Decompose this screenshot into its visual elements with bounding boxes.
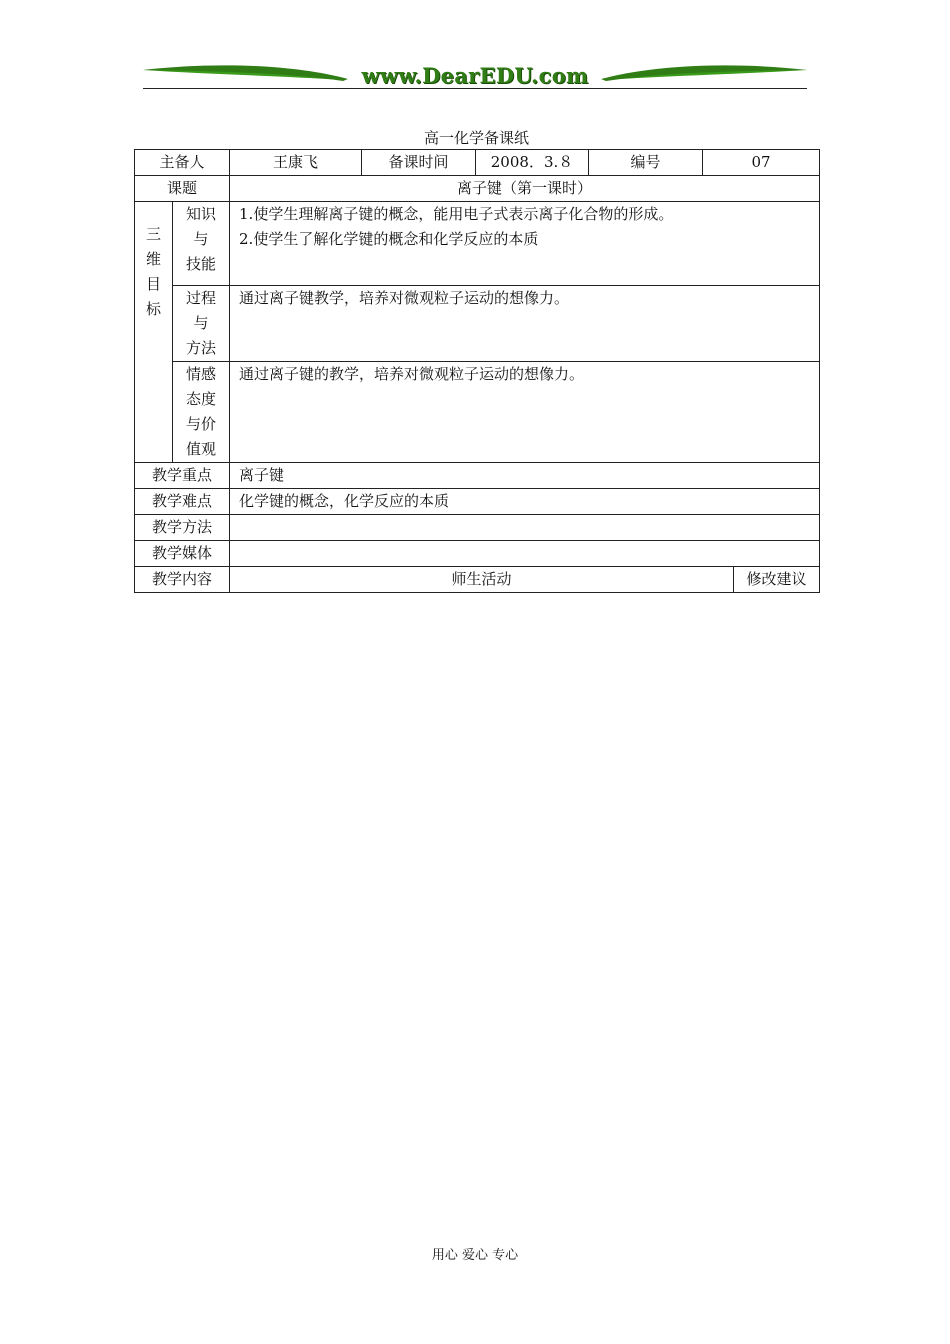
footer-slogan: 用心 爱心 专心 <box>431 1248 519 1263</box>
knowledge-skill-content: 1.使学生理解离子键的概念，能用电子式表示离子化合物的形成。 2.使学生了解化学键的概念和化学反应的本质 <box>230 202 820 286</box>
activity-label: 师生活动 <box>230 567 734 593</box>
process-method-label: 过程 与 方法 <box>173 286 230 362</box>
key-point-value: 离子键 <box>230 463 820 489</box>
table-row <box>135 150 820 176</box>
number-value: 07 <box>703 150 820 176</box>
table-row <box>135 567 820 593</box>
revision-label: 修改建议 <box>734 567 820 593</box>
table-row <box>135 489 820 515</box>
header-divider <box>143 88 807 89</box>
table-row <box>135 463 820 489</box>
site-logo[interactable]: www.DearEDU.com <box>361 63 589 88</box>
table-row <box>135 202 820 286</box>
topic-value: 离子键（第一课时） <box>230 176 820 202</box>
teaching-method-value <box>230 515 820 541</box>
emotion-attitude-label: 情感 态度 与价 值观 <box>173 362 230 463</box>
teaching-media-label: 教学媒体 <box>135 541 230 567</box>
topic-label: 课题 <box>135 176 230 202</box>
table-row <box>135 515 820 541</box>
difficulty-value: 化学键的概念，化学反应的本质 <box>230 489 820 515</box>
table-row <box>135 541 820 567</box>
preparer-value: 王康飞 <box>230 150 362 176</box>
difficulty-label: 教学难点 <box>135 489 230 515</box>
teaching-media-value <box>230 541 820 567</box>
number-label: 编号 <box>589 150 703 176</box>
prep-time-value: 2008．3.８ <box>476 150 589 176</box>
document-title: 高一化学备课纸 <box>423 129 529 147</box>
knowledge-skill-label: 知识 与 技能 <box>173 202 230 286</box>
teaching-method-label: 教学方法 <box>135 515 230 541</box>
process-method-content: 通过离子键教学，培养对微观粒子运动的想像力。 <box>230 286 820 362</box>
table-row <box>135 176 820 202</box>
table-row <box>135 286 820 362</box>
teaching-content-label: 教学内容 <box>135 567 230 593</box>
prep-time-label: 备课时间 <box>362 150 476 176</box>
emotion-attitude-content: 通过离子键的教学，培养对微观粒子运动的想像力。 <box>230 362 820 463</box>
lesson-plan-table <box>134 149 820 593</box>
table-row <box>135 362 820 463</box>
preparer-label: 主备人 <box>135 150 230 176</box>
key-point-label: 教学重点 <box>135 463 230 489</box>
three-dimension-goals-label: 三 维 目 标 <box>135 202 173 463</box>
